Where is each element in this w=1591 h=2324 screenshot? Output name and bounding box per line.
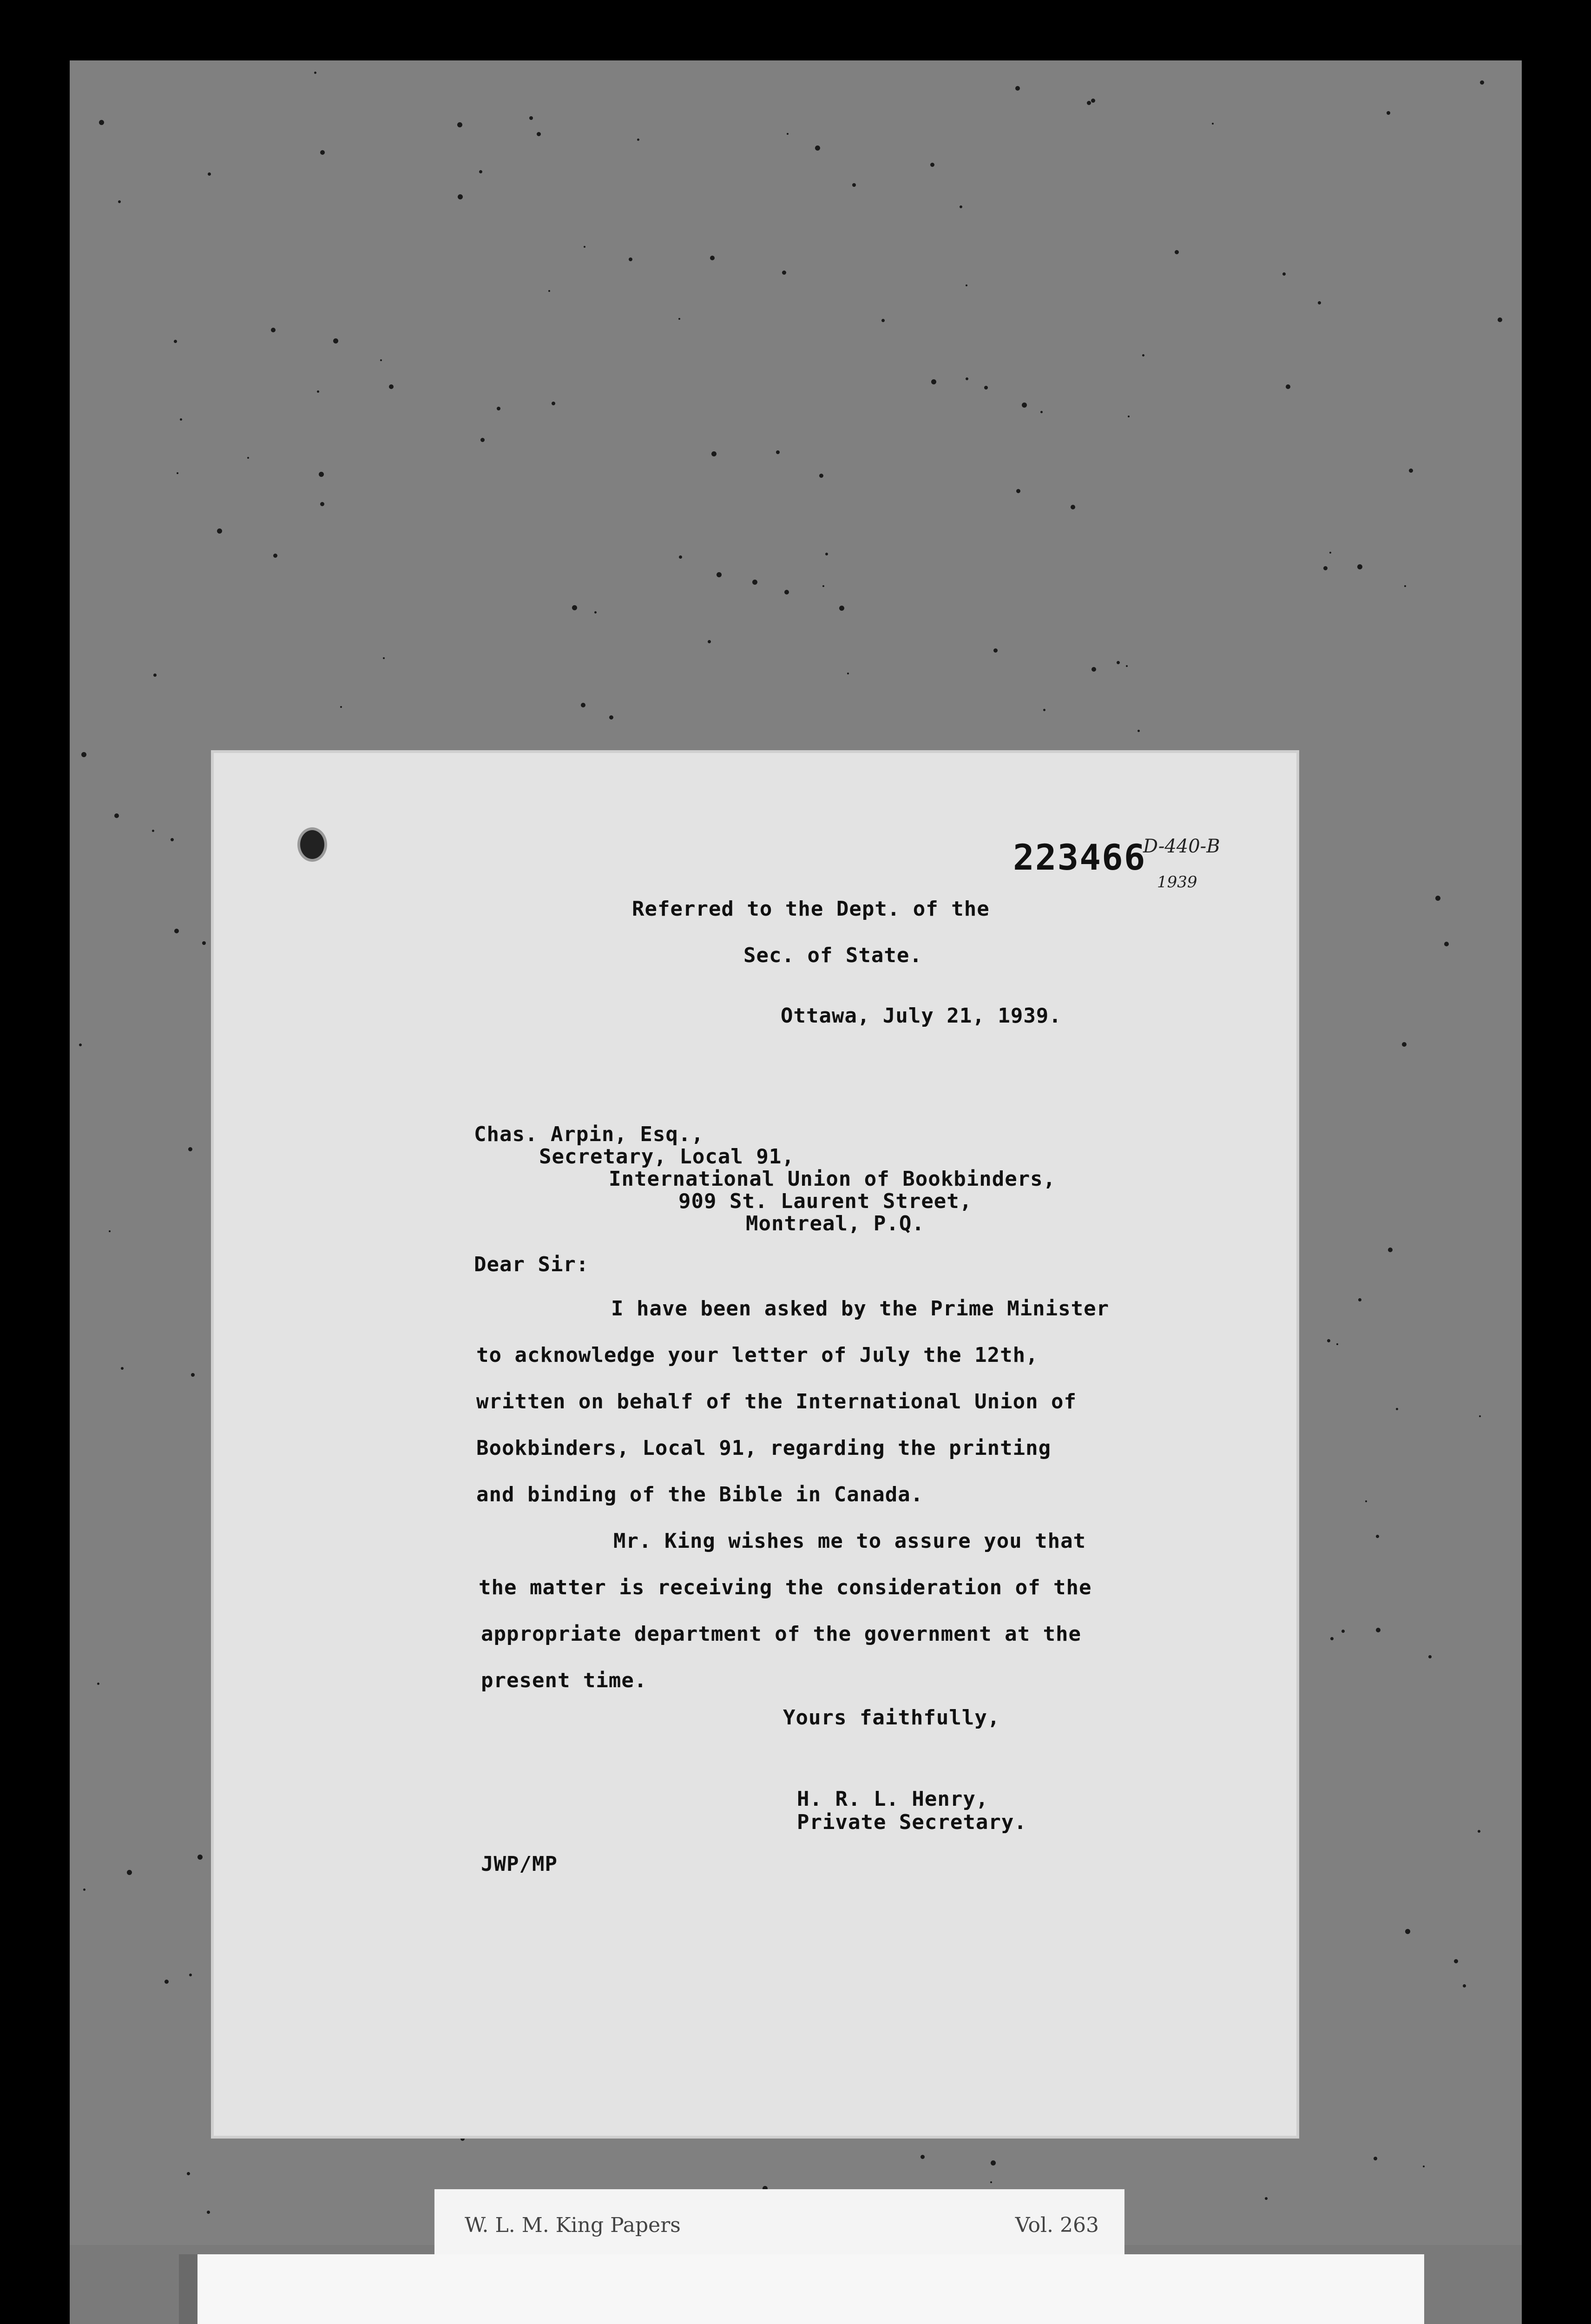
backing-speck: [584, 246, 585, 248]
collection-name: W. L. M. King Papers: [465, 2213, 681, 2237]
backing-speck: [188, 1147, 192, 1151]
backing-speck: [1376, 1628, 1381, 1632]
backing-speck: [99, 120, 104, 125]
recipient-city: Montreal, P.Q.: [746, 1212, 925, 1235]
backing-speck: [984, 386, 988, 390]
backing-speck: [784, 590, 789, 594]
backing-speck: [191, 1373, 195, 1377]
backing-speck: [1117, 661, 1120, 664]
body-line: to acknowledge your letter of July the 12th,: [476, 1343, 1039, 1367]
backing-speck: [581, 703, 585, 707]
backing-speck: [1404, 585, 1406, 587]
backing-speck: [1388, 1248, 1393, 1252]
closing: Yours faithfully,: [783, 1706, 1000, 1730]
backing-speck: [1015, 86, 1020, 91]
backing-speck: [678, 318, 680, 320]
body-line: Bookbinders, Local 91, regarding the printing: [476, 1436, 1052, 1460]
backing-speck: [787, 133, 789, 135]
backing-speck: [1318, 301, 1321, 304]
backing-speck: [572, 605, 577, 610]
backing-speck: [1282, 272, 1286, 276]
backing-speck: [752, 580, 757, 585]
backing-speck: [1091, 667, 1096, 672]
backing-speck: [776, 450, 780, 454]
backing-speck: [1323, 566, 1328, 570]
backing-speck: [480, 438, 485, 442]
backing-speck: [815, 145, 820, 151]
backing-speck: [594, 611, 597, 614]
backing-speck: [380, 359, 382, 361]
document-number: 223466: [1013, 837, 1146, 878]
backing-speck: [174, 340, 177, 343]
volume-number: Vol. 263: [1015, 2213, 1099, 2237]
backing-speck: [207, 2211, 210, 2214]
backing-speck: [1479, 1415, 1481, 1417]
backing-speck: [171, 838, 174, 841]
backing-speck: [217, 528, 222, 534]
backing-speck: [990, 2181, 992, 2183]
backing-speck: [320, 150, 325, 155]
backing-speck: [81, 752, 86, 757]
backing-speck: [202, 941, 206, 945]
backing-speck: [852, 183, 856, 187]
backing-speck: [79, 1043, 82, 1046]
backing-speck: [710, 256, 715, 260]
file-reference: D-440-B: [1143, 836, 1220, 857]
collection-tab: [434, 2189, 1124, 2261]
backing-speck: [1265, 2197, 1268, 2200]
backing-speck: [825, 553, 828, 555]
backing-speck: [537, 132, 541, 136]
backing-speck: [1480, 80, 1484, 85]
letter-page: [214, 753, 1296, 2136]
backing-speck: [991, 2160, 996, 2166]
archives-stamp: [179, 2254, 1424, 2324]
backing-speck: [931, 379, 936, 384]
backing-speck: [189, 1974, 192, 1976]
backing-speck: [1409, 469, 1413, 473]
backing-speck: [1428, 1655, 1432, 1658]
backing-speck: [320, 502, 324, 506]
backing-speck: [1357, 564, 1362, 569]
backing-speck: [177, 472, 178, 474]
backing-speck: [1212, 123, 1214, 125]
backing-speck: [479, 170, 482, 173]
backing-speck: [1405, 1929, 1410, 1934]
backing-speck: [497, 407, 500, 410]
backing-speck: [197, 1855, 203, 1860]
backing-speck: [629, 257, 632, 261]
backing-speck: [1071, 505, 1075, 509]
body-line: and binding of the Bible in Canada.: [476, 1483, 924, 1506]
backing-speck: [1126, 665, 1128, 667]
backing-speck: [847, 673, 849, 674]
backing-speck: [1016, 489, 1020, 493]
backing-speck: [1374, 2157, 1377, 2160]
backing-speck: [1175, 250, 1179, 254]
backing-speck: [1329, 552, 1331, 554]
backing-speck: [548, 290, 550, 292]
backing-speck: [127, 1870, 132, 1875]
backing-speck: [1402, 1042, 1407, 1047]
backing-speck: [319, 472, 324, 477]
backing-speck: [1142, 354, 1144, 357]
backing-speck: [389, 384, 394, 389]
backing-speck: [782, 271, 786, 275]
backing-speck: [1365, 1500, 1367, 1502]
body-line: appropriate department of the government at the: [481, 1622, 1082, 1646]
recipient-street: 909 St. Laurent Street,: [678, 1189, 973, 1213]
backing-speck: [314, 72, 316, 74]
backing-speck: [1128, 416, 1130, 417]
backing-speck: [1376, 1535, 1379, 1538]
backing-speck: [1336, 1343, 1338, 1345]
backing-speck: [121, 1367, 124, 1370]
backing-speck: [271, 328, 276, 332]
backing-speck: [930, 163, 934, 167]
body-line: Mr. King wishes me to assure you that: [613, 1529, 1086, 1553]
backing-speck: [839, 606, 844, 611]
backing-speck: [1137, 730, 1140, 732]
backing-speck: [552, 402, 555, 405]
backing-speck: [609, 715, 613, 720]
backing-speck: [708, 640, 711, 643]
backing-speck: [340, 706, 342, 708]
backing-speck: [1423, 2166, 1425, 2167]
backing-speck: [881, 319, 885, 322]
backing-speck: [1498, 317, 1502, 322]
backing-speck: [1454, 1959, 1458, 1963]
date-line: Ottawa, July 21, 1939.: [781, 1004, 1062, 1028]
backing-speck: [164, 1980, 169, 1984]
referral-line-1: Referred to the Dept. of the: [632, 897, 990, 921]
backing-speck: [317, 390, 319, 393]
backing-speck: [1396, 1408, 1398, 1410]
backing-speck: [1040, 411, 1043, 413]
backing-speck: [153, 673, 157, 677]
backing-speck: [1043, 709, 1045, 711]
backing-speck: [383, 657, 385, 659]
backing-speck: [711, 451, 717, 456]
backing-speck: [174, 929, 179, 933]
typist-initials: JWP/MP: [481, 1852, 558, 1876]
salutation: Dear Sir:: [474, 1253, 589, 1276]
backing-speck: [208, 172, 211, 176]
backing-speck: [247, 457, 249, 459]
backing-speck: [152, 830, 154, 832]
punch-hole: [297, 827, 327, 862]
backing-speck: [460, 2137, 465, 2141]
backing-speck: [819, 474, 823, 478]
backing-speck: [1087, 101, 1091, 105]
backing-speck: [1435, 896, 1440, 901]
backing-speck: [1327, 1339, 1330, 1342]
signatory-title: Private Secretary.: [797, 1810, 1027, 1834]
backing-speck: [273, 554, 277, 558]
body-line: present time.: [481, 1669, 647, 1692]
recipient-title: Secretary, Local 91,: [539, 1145, 795, 1169]
backing-speck: [1358, 1298, 1361, 1301]
backing-speck: [679, 555, 682, 559]
backing-speck: [1341, 1630, 1345, 1633]
backing-speck: [114, 813, 119, 818]
body-line: the matter is receiving the consideration of the: [479, 1576, 1092, 1599]
backing-speck: [1444, 942, 1449, 946]
backing-speck: [97, 1683, 99, 1685]
backing-speck: [180, 418, 182, 421]
body-line: I have been asked by the Prime Minister: [611, 1297, 1110, 1320]
backing-speck: [457, 122, 462, 127]
backing-speck: [822, 585, 824, 587]
backing-speck: [118, 200, 121, 203]
backing-speck: [960, 205, 962, 208]
file-year: 1939: [1157, 873, 1197, 891]
backing-speck: [1022, 403, 1027, 408]
backing-speck: [1330, 1637, 1334, 1640]
referral-line-2: Sec. of State.: [743, 944, 922, 967]
backing-speck: [1286, 384, 1290, 389]
backing-speck: [333, 338, 338, 343]
backing-speck: [1478, 1830, 1480, 1833]
recipient-name: Chas. Arpin, Esq.,: [474, 1122, 704, 1146]
backing-speck: [920, 2155, 925, 2159]
backing-speck: [458, 194, 463, 199]
backing-speck: [83, 1888, 85, 1891]
backing-speck: [637, 139, 639, 141]
backing-speck: [717, 572, 722, 577]
backing-speck: [529, 116, 533, 120]
signatory-name: H. R. L. Henry,: [797, 1787, 989, 1811]
backing-speck: [966, 377, 968, 380]
body-line: written on behalf of the International Union of: [476, 1390, 1077, 1413]
backing-speck: [993, 648, 998, 653]
backing-speck: [966, 284, 967, 286]
backing-speck: [187, 2172, 190, 2175]
backing-speck: [1463, 1984, 1466, 1987]
recipient-organization: International Union of Bookbinders,: [609, 1167, 1056, 1191]
backing-speck: [1387, 111, 1390, 115]
backing-speck: [109, 1230, 111, 1232]
backing-speck: [1091, 99, 1095, 103]
